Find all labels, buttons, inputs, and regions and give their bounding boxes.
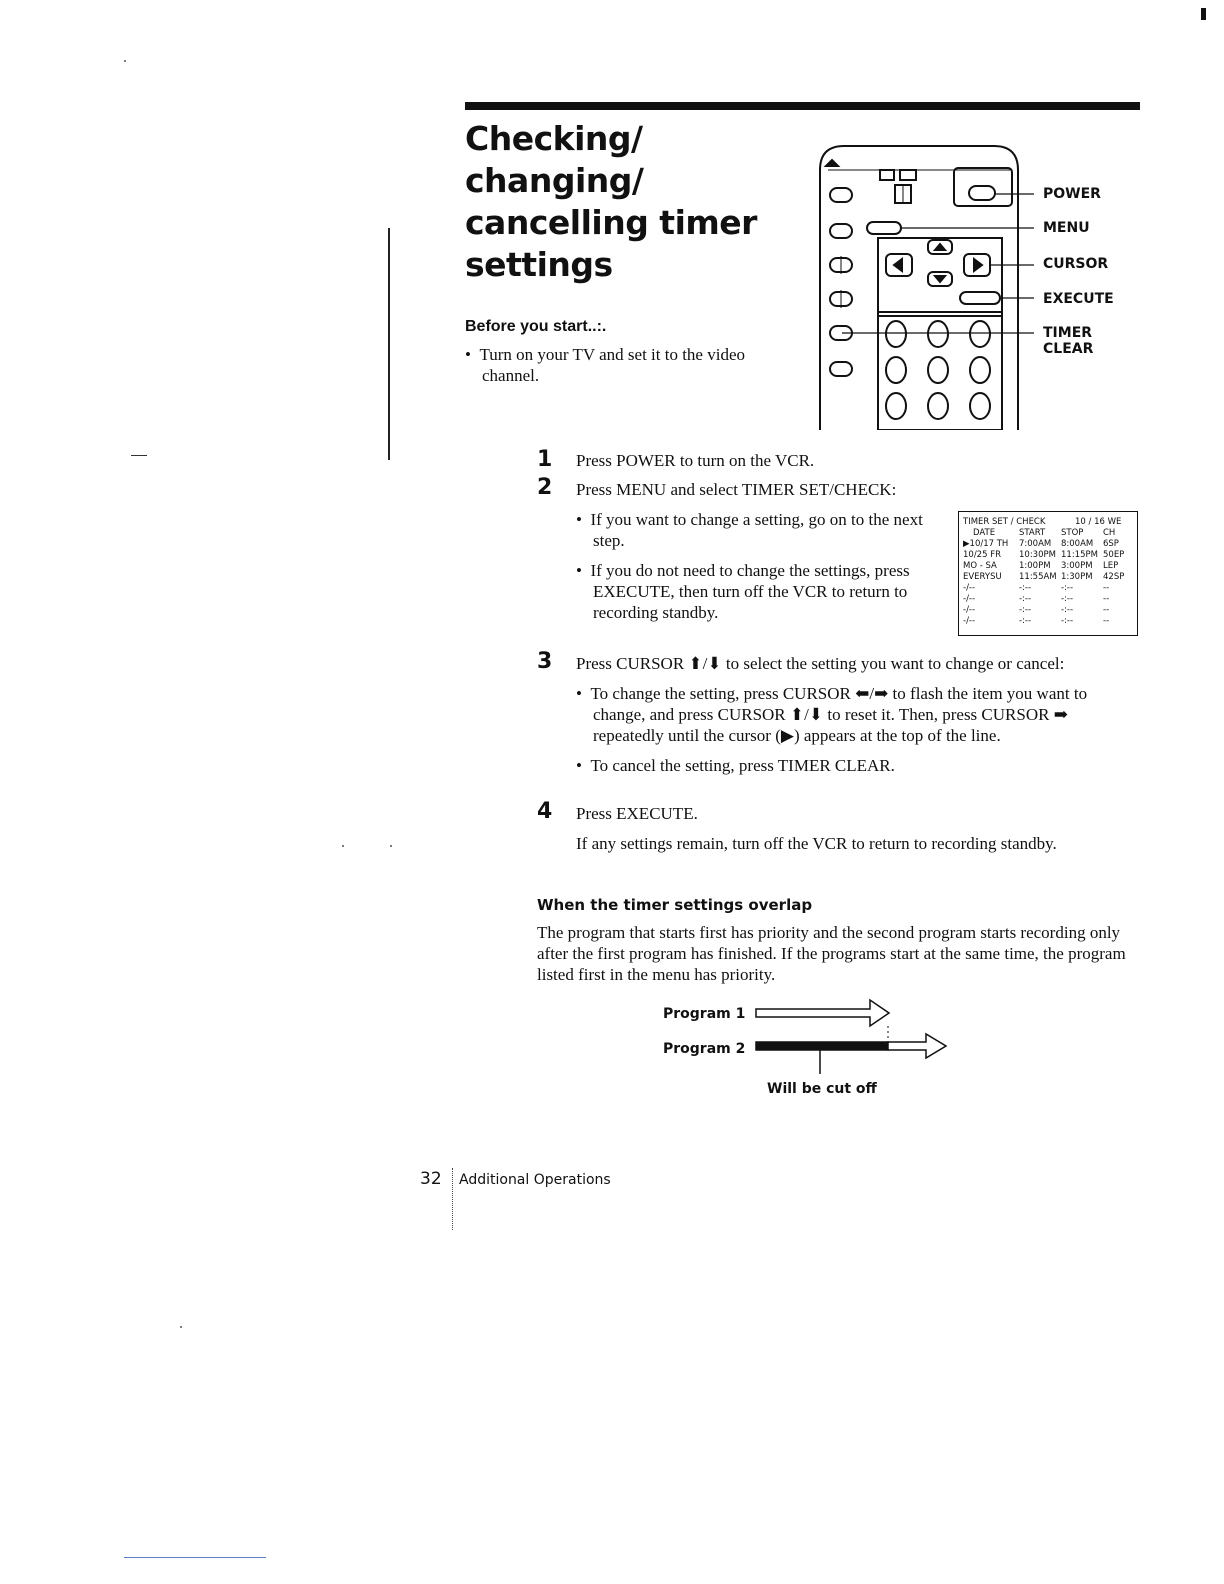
speck <box>342 845 344 847</box>
corner-mark <box>1201 8 1206 20</box>
step-text: Press POWER to turn on the VCR. <box>576 451 815 470</box>
list-item: • Turn on your TV and set it to the video channel. <box>465 345 745 385</box>
margin-bar <box>388 228 390 460</box>
osd-row: -/-- -:-- -:-- -- <box>963 594 1110 604</box>
step-number: 1 <box>537 447 553 472</box>
step-number: 4 <box>537 799 553 824</box>
power-label: POWER <box>1043 186 1101 202</box>
overlap-diagram-arrows <box>750 996 950 1076</box>
step-number: 2 <box>537 475 553 500</box>
timer-clear-label: TIMER CLEAR <box>1043 325 1094 357</box>
step2-bullets <box>576 509 941 632</box>
speck <box>390 845 392 847</box>
title-line: Checking/ <box>465 119 643 158</box>
program1-label: Program 1 <box>663 1006 746 1022</box>
program2-solid-bar <box>756 1042 888 1050</box>
osd-header: DATE <box>973 528 996 538</box>
margin-tick <box>131 455 147 456</box>
step-text: Press MENU and select TIMER SET/CHECK: <box>576 480 897 499</box>
program1-arrow <box>756 1000 889 1026</box>
osd-header: CH <box>1103 528 1116 538</box>
osd-header: STOP <box>1061 528 1084 538</box>
osd-row: -/-- -:-- -:-- -- <box>963 616 1110 626</box>
remote-control-illustration <box>812 140 1147 430</box>
osd-row: ▶10/17 TH 7:00AM 8:00AM 6SP <box>963 539 1119 549</box>
cursor-label: CURSOR <box>1043 256 1109 272</box>
title-line: settings <box>465 245 613 284</box>
osd-header-row <box>963 528 1133 539</box>
speck <box>124 60 126 62</box>
list-item: • If you do not need to change the settings, press EXECUTE, then turn off the VCR to return to recording standby. <box>576 561 910 622</box>
before-you-start-list <box>465 344 765 386</box>
remote-control-icon <box>812 140 1147 430</box>
osd-row: EVERYSU 11:55AM 1:30PM 42SP <box>963 572 1125 582</box>
osd-header: START <box>1019 528 1046 538</box>
osd-title: TIMER SET / CHECK <box>963 517 1046 527</box>
step3-bullets <box>576 683 1136 785</box>
timer-set-check-screen <box>958 511 1138 636</box>
title-line: changing/ <box>465 161 644 200</box>
menu-label: MENU <box>1043 220 1090 236</box>
program2-arrow-head <box>888 1034 946 1058</box>
scan-line <box>124 1557 266 1558</box>
osd-date: 10 / 16 WE <box>1075 517 1122 527</box>
top-rule <box>465 102 1140 110</box>
step-text: Press EXECUTE. <box>576 804 698 823</box>
title-line: cancelling timer <box>465 203 757 242</box>
program2-label: Program 2 <box>663 1041 746 1057</box>
overlap-heading: When the timer settings overlap <box>537 896 813 914</box>
cut-off-label: Will be cut off <box>767 1081 877 1097</box>
osd-row: MO - SA 1:00PM 3:00PM LEP <box>963 561 1119 571</box>
speck <box>180 1326 182 1328</box>
osd-row: -/-- -:-- -:-- -- <box>963 605 1110 615</box>
osd-row: 10/25 FR 10:30PM 11:15PM 50EP <box>963 550 1125 560</box>
step4-note: If any settings remain, turn off the VCR to return to recording standby. <box>576 834 1057 853</box>
execute-label: EXECUTE <box>1043 291 1114 307</box>
osd-row: -/-- -:-- -:-- -- <box>963 583 1110 593</box>
overlap-paragraph: The program that starts first has priority and the second program starts recording only after the first program has finished. If the programs start at the same time, the program listed first in the menu has priority. <box>537 923 1126 984</box>
step-text: Press CURSOR ⬆/⬇ to select the setting you want to change or cancel: <box>576 654 1065 673</box>
list-item: • To change the setting, press CURSOR ⬅/➡ to flash the item you want to change, and press CURSOR ⬆/⬇ to reset it. Then, press CURSOR ➡ repeatedly until the cursor (▶) appears at the top of the line. <box>576 684 1088 745</box>
step-number: 3 <box>537 649 553 674</box>
page-number: 32 <box>420 1169 442 1189</box>
osd-title-row <box>963 517 1133 528</box>
footer-section: Additional Operations <box>459 1172 611 1188</box>
list-item: • If you want to change a setting, go on to the next step. <box>576 510 923 550</box>
before-you-start-heading: Before you start..:. <box>465 318 607 335</box>
list-item: • To cancel the setting, press TIMER CLEAR. <box>576 756 895 775</box>
page-title <box>465 118 795 286</box>
footer-separator <box>452 1168 454 1230</box>
